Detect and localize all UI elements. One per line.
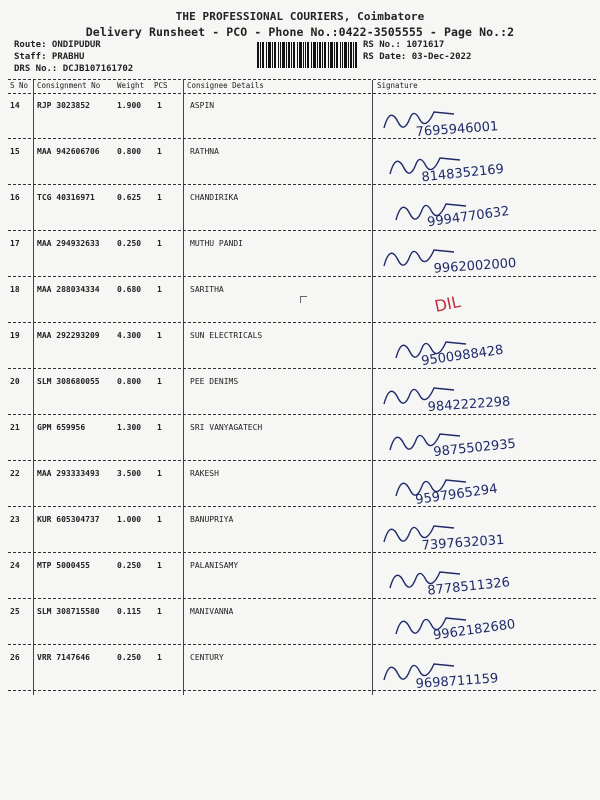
- consignee-name: SUN ELECTRICALS: [190, 331, 263, 340]
- table-row: [0, 420, 600, 466]
- consignment-number: MTP 5000455: [37, 561, 90, 570]
- row-divider: [8, 138, 596, 139]
- pcs-count: 1: [157, 561, 162, 570]
- route-label: Route: ONDIPUDUR: [14, 40, 101, 50]
- drs-number: DRS No.: DCJB107161702: [14, 64, 134, 74]
- consignment-number: MAA 942606706: [37, 147, 100, 156]
- table-row: [0, 374, 600, 420]
- consignment-number: MAA 293333493: [37, 469, 100, 478]
- table-row: [0, 650, 600, 696]
- signature-phone: 9962182680: [432, 617, 517, 644]
- row-divider: [8, 690, 596, 691]
- consignment-number: SLM 308680055: [37, 377, 100, 386]
- consignee-name: CHANDIRIKA: [190, 193, 239, 202]
- consignee-name: SRI VANYAGATECH: [190, 423, 263, 432]
- row-sno: 17: [10, 239, 20, 248]
- col-signature: Signature: [377, 81, 418, 90]
- signature-phone: 9962002000: [433, 256, 517, 277]
- row-sno: 16: [10, 193, 20, 202]
- row-divider: [8, 230, 596, 231]
- table-row: [0, 144, 600, 190]
- delivery-note: DIL: [432, 291, 463, 316]
- consignee-name: ASPIN: [190, 101, 215, 110]
- row-sno: 21: [10, 423, 20, 432]
- row-divider: [8, 506, 596, 507]
- weight-value: 0.680: [117, 285, 142, 294]
- pcs-count: 1: [157, 101, 162, 110]
- consignment-number: TCG 40316971: [37, 193, 95, 202]
- weight-value: 0.250: [117, 653, 142, 662]
- weight-value: 0.250: [117, 239, 142, 248]
- consignee-name: MUTHU PANDI: [190, 239, 243, 248]
- consignment-number: KUR 605304737: [37, 515, 100, 524]
- weight-value: 0.800: [117, 147, 142, 156]
- pcs-count: 1: [157, 239, 162, 248]
- row-sno: 15: [10, 147, 20, 156]
- signature-phone: 9875502935: [432, 436, 517, 461]
- pcs-count: 1: [157, 193, 162, 202]
- consignment-number: VRR 7147646: [37, 653, 90, 662]
- header-top-rule: [8, 79, 596, 80]
- table-row: [0, 98, 600, 144]
- header-bottom-rule: [8, 93, 596, 94]
- consignee-name: CENTURY: [190, 653, 224, 662]
- row-divider: [8, 322, 596, 323]
- weight-value: 0.115: [117, 607, 142, 616]
- row-sno: 20: [10, 377, 20, 386]
- company-title: THE PROFESSIONAL COURIERS, Coimbatore: [175, 10, 425, 23]
- table-row: [0, 604, 600, 650]
- row-sno: 24: [10, 561, 20, 570]
- table-row: [0, 466, 600, 512]
- col-consignment: Consignment No: [37, 81, 101, 90]
- table-row: [0, 512, 600, 558]
- table-row: [0, 190, 600, 236]
- row-sno: 22: [10, 469, 20, 478]
- pcs-count: 1: [157, 607, 162, 616]
- col-consignee: Consignee Details: [187, 81, 264, 90]
- pcs-count: 1: [157, 653, 162, 662]
- row-divider: [8, 460, 596, 461]
- table-row: [0, 328, 600, 374]
- signature-phone: 9994770632: [426, 203, 511, 231]
- consignment-number: SLM 308715580: [37, 607, 100, 616]
- weight-value: 3.500: [117, 469, 142, 478]
- consignee-name: PEE DENIMS: [190, 377, 239, 386]
- consignee-name: SARITHA: [190, 285, 224, 294]
- row-sno: 25: [10, 607, 20, 616]
- row-divider: [8, 414, 596, 415]
- consignment-number: MAA 288034334: [37, 285, 100, 294]
- consignee-name: RATHNA: [190, 147, 219, 156]
- consignment-number: MAA 294932633: [37, 239, 100, 248]
- weight-value: 1.000: [117, 515, 142, 524]
- row-divider: [8, 552, 596, 553]
- rs-date: RS Date: 03-Dec-2022: [363, 52, 472, 62]
- consignee-name: PALANISAMY: [190, 561, 239, 570]
- weight-value: 4.300: [117, 331, 142, 340]
- pcs-count: 1: [157, 469, 162, 478]
- weight-value: 0.800: [117, 377, 142, 386]
- row-sno: 18: [10, 285, 20, 294]
- pcs-count: 1: [157, 377, 162, 386]
- weight-value: 0.250: [117, 561, 142, 570]
- signature-phone: 9500988428: [420, 342, 505, 370]
- pcs-count: 1: [157, 147, 162, 156]
- row-sno: 23: [10, 515, 20, 524]
- signature-phone: 8148352169: [420, 161, 505, 186]
- signature-phone: 7695946001: [415, 119, 499, 140]
- col-sno: S No: [10, 81, 29, 90]
- consignee-name: RAKESH: [190, 469, 219, 478]
- weight-value: 1.900: [117, 101, 142, 110]
- consignment-number: MAA 292293209: [37, 331, 100, 340]
- pcs-count: 1: [157, 423, 162, 432]
- row-divider: [8, 184, 596, 185]
- table-row: [0, 236, 600, 282]
- row-divider: [8, 368, 596, 369]
- weight-value: 1.300: [117, 423, 142, 432]
- pcs-count: 1: [157, 331, 162, 340]
- signature-phone: 7397632031: [421, 532, 505, 554]
- row-divider: [8, 276, 596, 277]
- col-weight: Weight: [117, 81, 145, 90]
- col-pcs: PCS: [154, 81, 168, 90]
- weight-value: 0.625: [117, 193, 142, 202]
- signature-phone: 9698711159: [415, 671, 499, 692]
- row-sno: 26: [10, 653, 20, 662]
- consignee-name: MANIVANNA: [190, 607, 234, 616]
- pcs-count: 1: [157, 285, 162, 294]
- row-divider: [8, 644, 596, 645]
- table-row: [0, 558, 600, 604]
- table-row: [0, 282, 600, 328]
- barcode: [257, 42, 357, 68]
- consignment-number: GPM 659956: [37, 423, 86, 432]
- rs-number: RS No.: 1071617: [363, 40, 445, 50]
- pcs-count: 1: [157, 515, 162, 524]
- row-divider: [8, 598, 596, 599]
- signature-phone: 8778511326: [426, 575, 511, 599]
- consignee-name: BANUPRIYA: [190, 515, 234, 524]
- signature-phone: 9597965294: [414, 481, 499, 508]
- row-sno: 14: [10, 101, 20, 110]
- row-sno: 19: [10, 331, 20, 340]
- staff-label: Staff: PRABHU: [14, 52, 85, 62]
- runsheet-subtitle: Delivery Runsheet - PCO - Phone No.:0422-3505555 - Page No.:2: [85, 25, 515, 39]
- consignment-number: RJP 3023852: [37, 101, 90, 110]
- signature-phone: 9842222298: [427, 394, 511, 416]
